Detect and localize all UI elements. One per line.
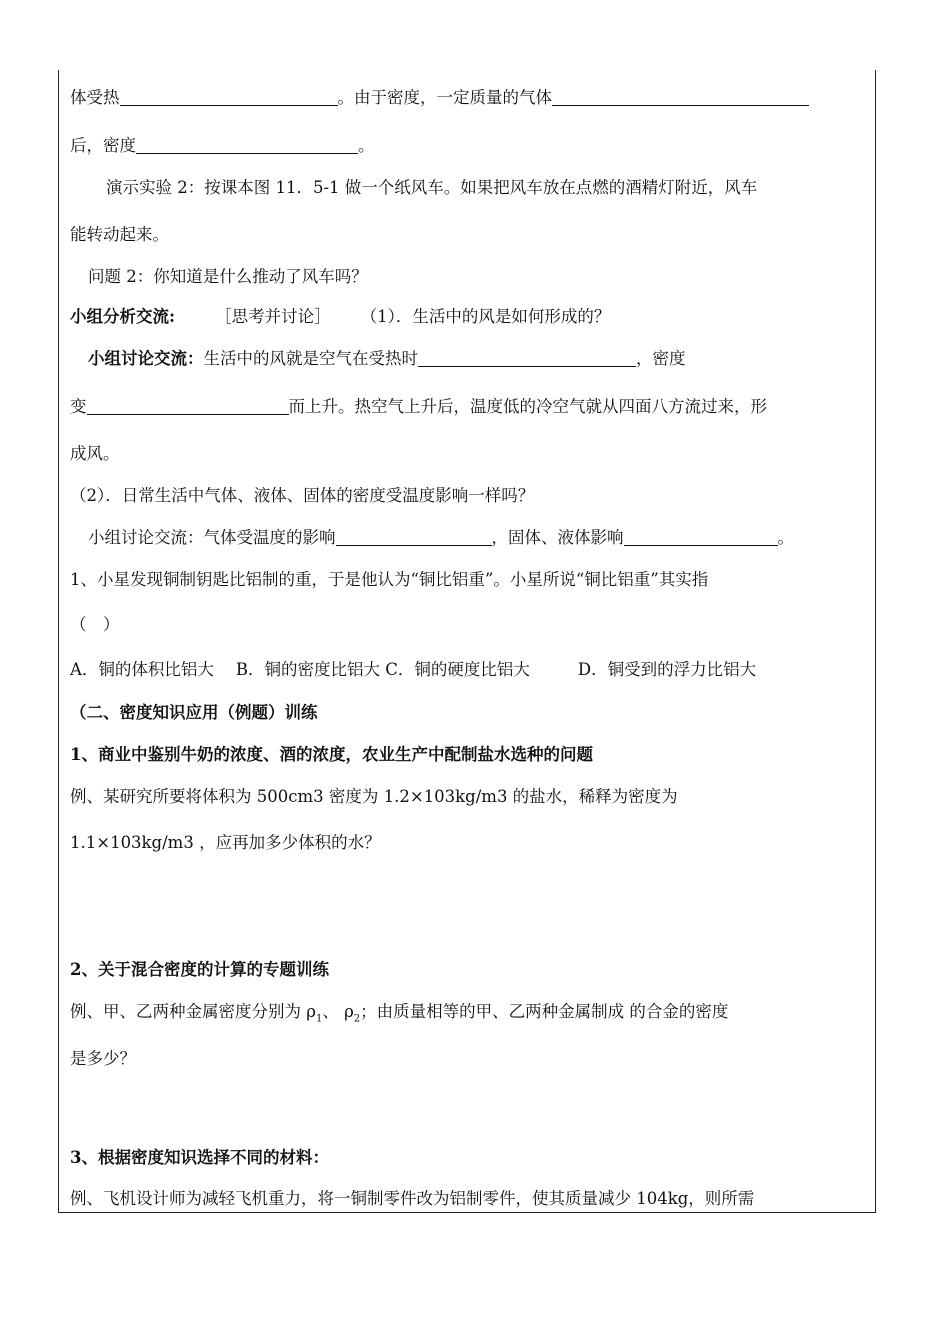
example-1: 例、某研究所要将体积为 500cm3 密度为 1.2×103kg/m3 的盐水，稀释为密度为 — [70, 787, 678, 806]
fill-blank[interactable] — [624, 527, 778, 546]
fill-blank[interactable] — [136, 135, 358, 154]
line-1 — [70, 86, 809, 110]
text: 。由于密度，一定质量的气体 — [337, 88, 552, 107]
topic-heading-3: 3、根据密度知识选择不同的材料： — [70, 1148, 329, 1167]
fill-blank[interactable] — [418, 348, 636, 367]
line-10: （2）．日常生活中气体、液体、固体的密度受温度影响一样吗？ — [70, 486, 535, 505]
text: 而上升。热空气上升后，温度低的冷空气就从四面八方流过来，形 — [288, 397, 767, 416]
topic-heading-1: 1、商业中鉴别牛奶的浓度、酒的浓度，农业生产中配制盐水选种的问题 — [70, 745, 593, 764]
text: 体受热 — [70, 88, 120, 107]
fill-blank[interactable] — [87, 396, 289, 415]
line-14-options — [70, 658, 756, 682]
table-frame — [58, 70, 876, 1213]
line-8 — [70, 395, 767, 419]
text: 。 — [358, 136, 375, 155]
example-3: 例、飞机设计师为减轻飞机重力，将一铜制零件改为铝制零件，使其质量减少 104kg，则所需 — [70, 1189, 755, 1208]
text: 生活中的风就是空气在受热时 — [203, 349, 418, 368]
text: 例、甲、乙两种金属密度分别为 ρ — [70, 1002, 316, 1021]
line-11 — [88, 526, 794, 550]
topic-heading-2: 2、关于混合密度的计算的专题训练 — [70, 960, 329, 979]
text: ；由质量相等的甲、乙两种金属制成 的合金的密度 — [360, 1002, 729, 1021]
line-3: 演示实验 2：按课本图 11．5-1 做一个纸风车。如果把风车放在点燃的酒精灯附近，风车 — [106, 178, 758, 197]
text: 、 ρ — [322, 1002, 354, 1021]
option-a[interactable]: A．铜的体积比铝大 — [70, 660, 214, 679]
group-heading: 小组分析交流: — [70, 307, 176, 326]
fill-blank[interactable] — [336, 527, 492, 546]
text: ，密度 — [636, 349, 686, 368]
line-9: 成风。 — [70, 444, 120, 463]
line-5: 问题 2：你知道是什么推动了风车吗？ — [88, 267, 368, 286]
line-12: 1、小星发现铜制钥匙比铝制的重，于是他认为“铜比铝重”。小星所说“铜比铝重”其实指 — [70, 570, 709, 589]
fill-blank[interactable] — [120, 87, 338, 106]
text: （1）．生活中的风是如何形成的？ — [360, 307, 611, 326]
text: 小组讨论交流：气体受温度的影响 — [88, 528, 336, 547]
option-d[interactable]: D．铜受到的浮力比铝大 — [577, 660, 757, 679]
text: ［思考并讨论］ — [215, 307, 331, 326]
example-1-cont: 1.1×103kg/m3 ，应再加多少体积的水？ — [70, 833, 381, 852]
subscript: 1 — [315, 1013, 323, 1025]
line-2 — [70, 134, 375, 158]
fill-blank[interactable] — [552, 87, 809, 106]
text: 。 — [777, 528, 794, 547]
example-2-cont: 是多少？ — [70, 1049, 136, 1068]
line-6 — [70, 305, 610, 329]
text: 后，密度 — [70, 136, 136, 155]
text: ，固体、液体影响 — [491, 528, 624, 547]
line-4: 能转动起来。 — [70, 225, 169, 244]
section-heading: （二、密度知识应用（例题）训练 — [70, 703, 318, 722]
line-13: （ ） — [70, 615, 120, 634]
group-heading: 小组讨论交流： — [88, 349, 204, 368]
text: 变 — [70, 397, 87, 416]
option-b-c[interactable]: B．铜的密度比铝大 C．铜的硬度比铝大 — [235, 660, 530, 679]
line-7 — [88, 347, 686, 371]
example-2 — [70, 1000, 728, 1031]
subscript: 2 — [353, 1013, 361, 1025]
